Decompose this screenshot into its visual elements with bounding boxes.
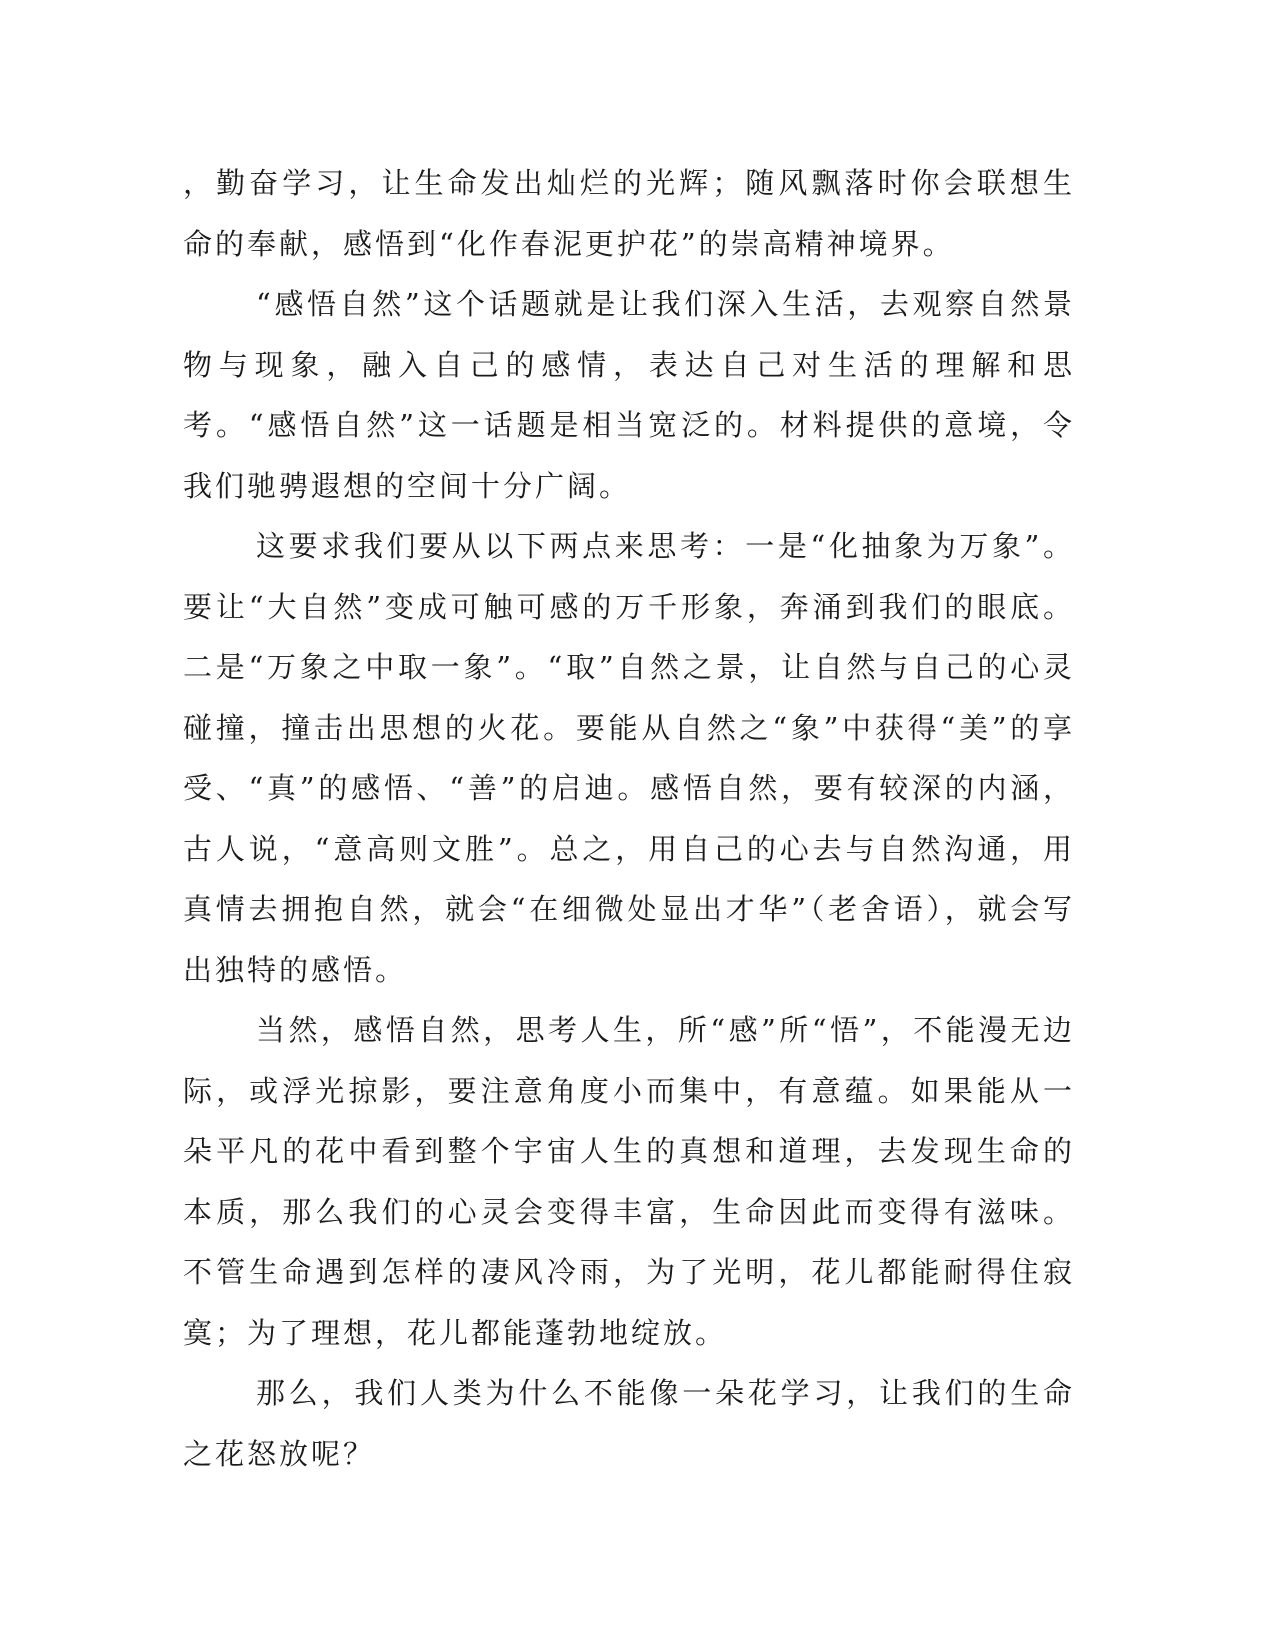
paragraph-4: 当然，感悟自然，思考人生，所“感”所“悟”，不能漫无边际，或浮光掠影，要注意角度小而集中，有意蕴。如果能从一朵平凡的花中看到整个宇宙人生的真想和道理，去发现生命的本质，那么我们的心灵会变得丰富，生命因此而变得有滋味。不管生命遇到怎样的凄风冷雨，为了光明，花儿都能耐得住寂寞；为了理想，花儿都能蓬勃地绽放。: [183, 1013, 1075, 1350]
paragraph-3: 这要求我们要从以下两点来思考：一是“化抽象为万象”。要让“大自然”变成可触可感的万千形象，奔涌到我们的眼底。二是“万象之中取一象”。“取”自然之景，让自然与自己的心灵碰撞，撞击出思想的火花。要能从自然之“象”中获得“美”的享受、“真”的感悟、“善”的启迪。感悟自然，要有较深的内涵，古人说，“意高则文胜”。总之，用自己的心去与自然沟通，用真情去拥抱自然，就会“在细微处显出才华”（老舍语），就会写出独特的感悟。: [183, 529, 1075, 987]
paragraph-2: “感悟自然”这个话题就是让我们深入生活，去观察自然景物与现象，融入自己的感情，表达自己对生活的理解和思考。“感悟自然”这一话题是相当宽泛的。材料提供的意境，令我们驰骋遐想的空间十分广阔。: [183, 287, 1075, 503]
paragraph-1: ，勤奋学习，让生命发出灿烂的光辉；随风飘落时你会联想生命的奉献，感悟到“化作春泥更护花”的崇高精神境界。: [183, 166, 1075, 261]
document-body: [183, 153, 1075, 1484]
paragraph-5: 那么，我们人类为什么不能像一朵花学习，让我们的生命之花怒放呢？: [183, 1376, 1075, 1471]
